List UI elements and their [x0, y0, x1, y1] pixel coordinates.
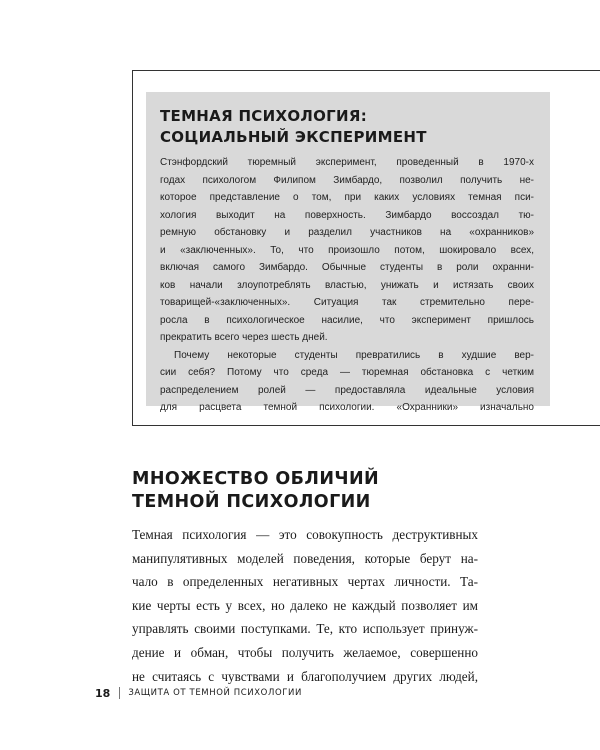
sidebar-paragraph-1	[160, 154, 534, 347]
text-line: Темная психология — это совокупность деструктивных	[132, 527, 478, 542]
section-heading-line: ТЕМНОЙ ПСИХОЛОГИИ	[132, 492, 371, 512]
page-footer	[95, 684, 302, 702]
text-line: ков начали злоупотреблять властью, унижать и истязать своих	[160, 279, 534, 291]
text-line: Почему некоторые студенты превратились в худшие вер-	[174, 349, 534, 361]
text-line: сии себя? Потому что среда — тюремная обстановка с четким	[160, 367, 534, 378]
text-line: которое представление о том, при каких условиях темная пси-	[160, 192, 534, 203]
footer-divider	[119, 687, 120, 699]
text-line: и «заключенных». То, что произошло потом, шокировало всех,	[160, 244, 534, 256]
text-line: управлять своими поступками. Те, кто использует принуж-	[132, 621, 478, 637]
text-line: хология выходит на поверхность. Зимбардо воссоздал тю-	[160, 209, 534, 221]
section-heading-line: МНОЖЕСТВО ОБЛИЧИЙ	[132, 469, 380, 489]
sidebar-box	[146, 92, 550, 413]
text-line: кие черты есть у всех, но далеко не каждый позволяет им	[132, 597, 478, 613]
text-line: манипулятивных моделей поведения, которые берут на-	[132, 550, 478, 566]
text-line: дение и обман, чтобы получить желаемое, совершенно	[132, 644, 478, 660]
section-body	[132, 523, 478, 688]
text-line: для расцвета темной психологии. «Охранники» изначально	[160, 402, 534, 413]
sidebar-heading-line: ТЕМНАЯ ПСИХОЛОГИЯ:	[160, 107, 368, 125]
sidebar-paragraph-2	[160, 347, 534, 417]
running-head: ЗАЩИТА ОТ ТЕМНОЙ ПСИХОЛОГИИ	[128, 688, 302, 698]
text-line: ремную обстановку и разделил участников на «охранников»	[160, 227, 534, 238]
text-line: прекратить всего через шесть дней.	[160, 332, 328, 343]
section-heading	[132, 468, 532, 514]
text-line: не считаясь с чувствами и благополучием других людей,	[132, 668, 478, 684]
text-line: росла в психологическое насилие, что эксперимент пришлось	[160, 314, 534, 326]
text-line: Стэнфордский тюремный эксперимент, проведенный в 1970-х	[160, 157, 534, 168]
text-line: распределением ролей — предоставляла идеальные условия	[160, 384, 534, 396]
text-line: годах психологом Филипом Зимбардо, позволил получить не-	[160, 174, 534, 186]
sidebar-heading	[160, 106, 534, 148]
text-line: чало в определенных негативных чертах личности. Та-	[132, 574, 478, 590]
sidebar-heading-line: СОЦИАЛЬНЫЙ ЭКСПЕРИМЕНТ	[160, 128, 427, 146]
text-line: включая самого Зимбардо. Обычные студенты в роли охранни-	[160, 262, 534, 273]
text-line: товарищей-«заключенных». Ситуация так стремительно пере-	[160, 297, 534, 308]
page-number: 18	[95, 686, 111, 700]
